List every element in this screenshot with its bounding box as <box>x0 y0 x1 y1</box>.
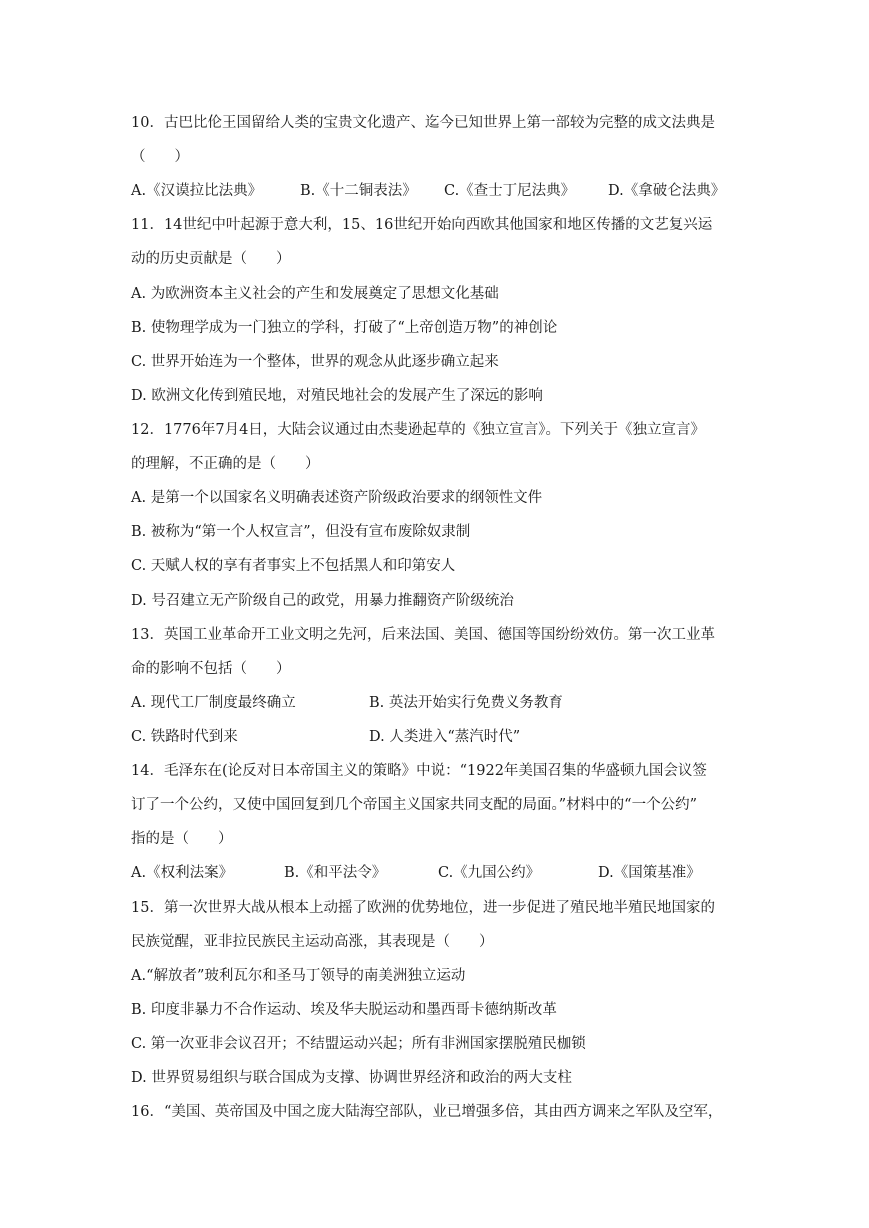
q10-option-d: D.《拿破仑法典》 <box>608 183 726 199</box>
q11-option-a: A. 为欧洲资本主义社会的产生和发展奠定了思想文化基础 <box>131 286 499 302</box>
q11-stem-line1: 11．14世纪中叶起源于意大利，15、16世纪开始向西欧其他国家和地区传播的文艺复兴运 <box>131 217 713 233</box>
q15-option-c: C. 第一次亚非会议召开；不结盟运动兴起；所有非洲国家摆脱殖民枷锁 <box>131 1036 586 1052</box>
q14-option-b: B.《和平法令》 <box>284 865 387 881</box>
q14-option-c: C.《九国公约》 <box>438 865 541 881</box>
q13-option-b: B. 英法开始实行免费义务教育 <box>369 695 563 711</box>
q12-option-c: C. 天赋人权的享有者事实上不包括黑人和印第安人 <box>131 558 456 574</box>
q10-option-c: C.《查士丁尼法典》 <box>444 183 576 199</box>
q12-stem-line2: 的理解，不正确的是（ ） <box>131 456 320 472</box>
q11-option-b: B. 使物理学成为一门独立的学科，打破了“上帝创造万物”的神创论 <box>131 320 558 336</box>
q13-option-c: C. 铁路时代到来 <box>131 729 238 745</box>
q12-stem-line1: 12．1776年7月4日，大陆会议通过由杰斐逊起草的《独立宣言》。下列关于《独立宣言》 <box>131 422 706 438</box>
q10-option-b: B.《十二铜表法》 <box>300 183 417 199</box>
q16-stem-line1: 16．“美国、英帝国及中国之庞大陆海空部队，业已增强多倍，其由西方调来之军队及空军， <box>131 1104 723 1120</box>
q13-stem-line2: 命的影响不包括（ ） <box>131 661 291 677</box>
q12-option-a: A. 是第一个以国家名义明确表述资产阶级政治要求的纲领性文件 <box>131 490 543 506</box>
q11-option-d: D. 欧洲文化传到殖民地，对殖民地社会的发展产生了深远的影响 <box>131 388 543 404</box>
q13-option-a: A. 现代工厂制度最终确立 <box>131 695 296 711</box>
q14-option-a: A.《权利法案》 <box>131 865 234 881</box>
q15-stem-line1: 15．第一次世界大战从根本上动摇了欧洲的优势地位，进一步促进了殖民地半殖民地国家的 <box>131 900 715 916</box>
q14-stem-line1: 14．毛泽东在(论反对日本帝国主义的策略》中说：“1922年美国召集的华盛顿九国会议签 <box>131 763 707 779</box>
q14-option-d: D.《国策基准》 <box>598 865 701 881</box>
q11-option-c: C. 世界开始连为一个整体，世界的观念从此逐步确立起来 <box>131 354 499 370</box>
q15-stem-line2: 民族觉醒，亚非拉民族民主运动高涨，其表现是（ ） <box>131 934 494 950</box>
q10-stem-line1: 10．古巴比伦王国留给人类的宝贵文化遗产、迄今已知世界上第一部较为完整的成文法典是 <box>131 115 715 131</box>
q11-stem-line2: 动的历史贡献是（ ） <box>131 251 291 267</box>
q13-option-d: D. 人类进入“蒸汽时代” <box>369 729 521 745</box>
q10-stem-line2: （ ） <box>131 149 189 165</box>
q12-option-b: B. 被称为“第一个人权宣言”，但没有宣布废除奴隶制 <box>131 524 471 540</box>
q14-stem-line2: 订了一个公约，又使中国回复到几个帝国主义国家共同支配的局面。”材料中的“一个公约” <box>131 797 697 813</box>
q15-option-b: B. 印度非暴力不合作运动、埃及华夫脱运动和墨西哥卡德纳斯改革 <box>131 1002 557 1018</box>
q10-option-a: A.《汉谟拉比法典》 <box>131 183 263 199</box>
q15-option-a: A.“解放者”玻利瓦尔和圣马丁领导的南美洲独立运动 <box>131 968 466 984</box>
q13-stem-line1: 13．英国工业革命开工业文明之先河，后来法国、美国、德国等国纷纷效仿。第一次工业革 <box>131 627 715 643</box>
q15-option-d: D. 世界贸易组织与联合国成为支撑、协调世界经济和政治的两大支柱 <box>131 1070 572 1086</box>
q14-stem-line3: 指的是（ ） <box>131 831 233 847</box>
q12-option-d: D. 号召建立无产阶级自己的政党，用暴力推翻资产阶级统治 <box>131 593 514 609</box>
